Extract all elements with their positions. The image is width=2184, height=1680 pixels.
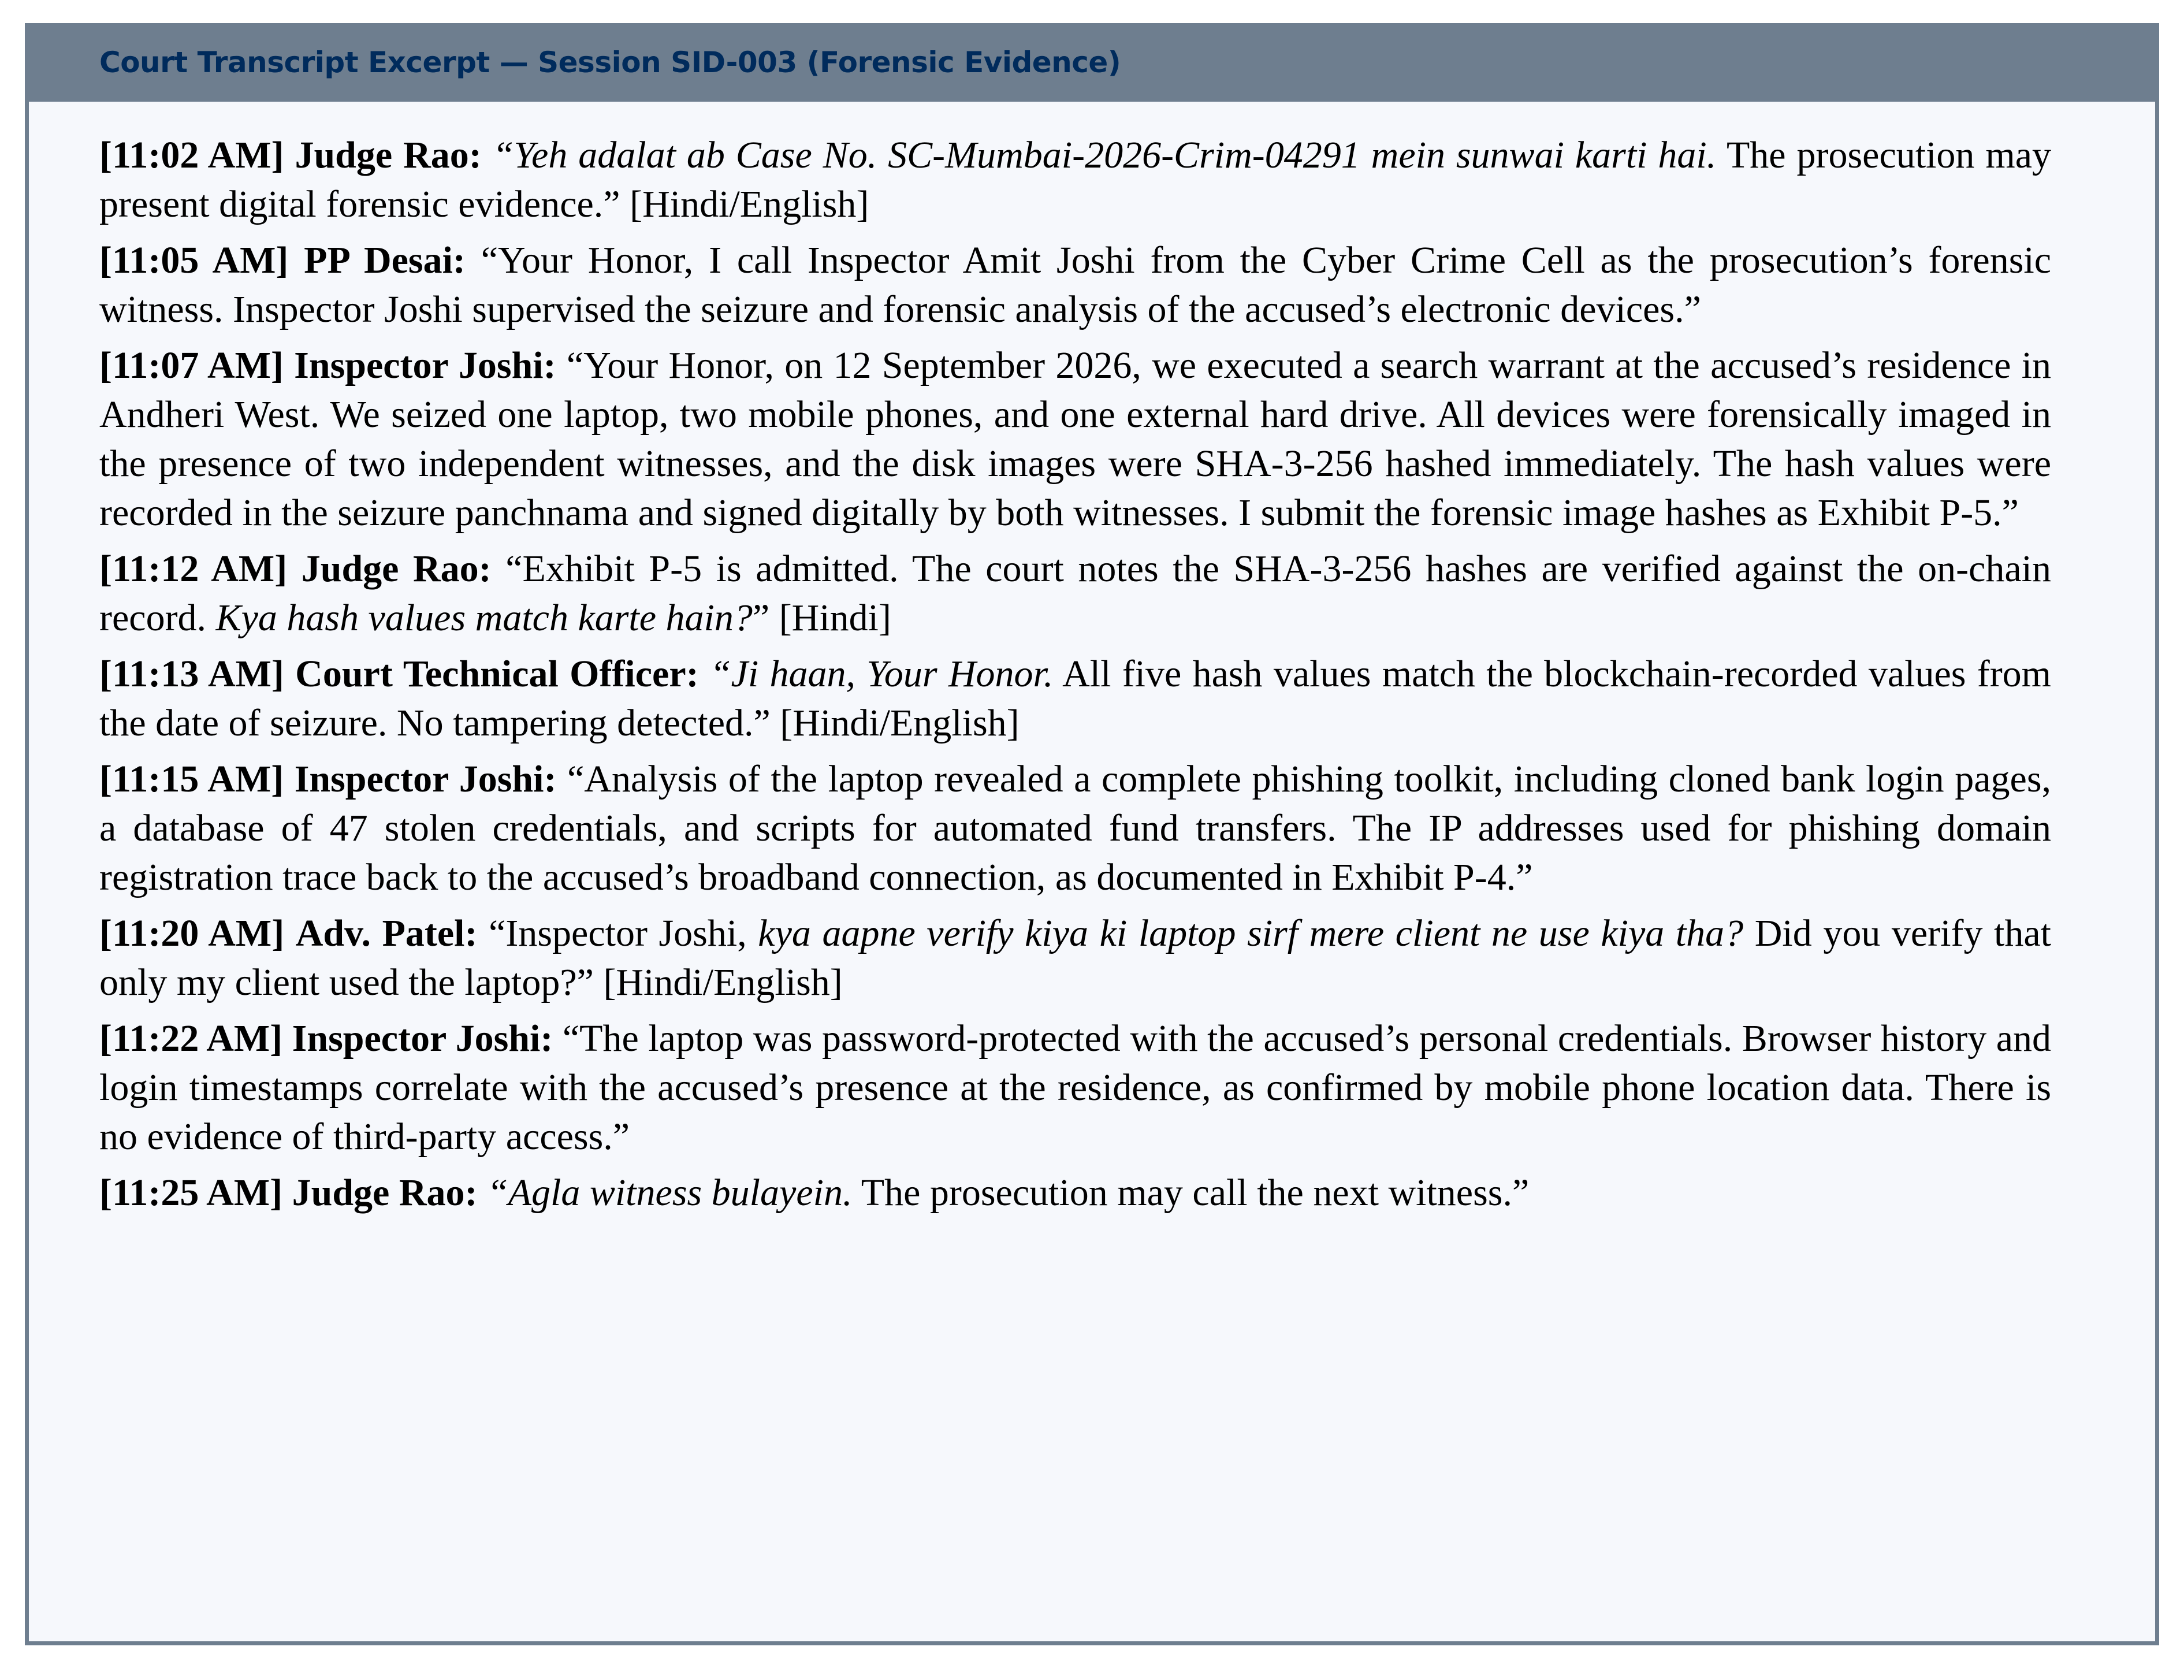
entry-text: “Exhibit P-5 is admitted. The court notes the SHA-3-256 hashes are verified against the on-chain record. (99, 548, 2052, 639)
entry-timestamp: [11:20 AM] (99, 912, 285, 954)
entry-text-italic: Yeh adalat ab Case No. SC-Mumbai-2026-Crim-04291 mein sunwai karti hai. (514, 134, 1717, 176)
transcript-header (25, 23, 2159, 102)
transcript-entry (99, 754, 2051, 902)
transcript-entry (99, 341, 2051, 537)
entry-text: “Analysis of the laptop revealed a complete phishing toolkit, including cloned bank login pages, a database of 47 stolen credentials, and scripts for automated fund transfers. The IP addresses used for phishing domain registration trace back to the accused’s broadband connection, as documented in Exhibit P-4.” (99, 758, 2052, 898)
entry-timestamp: [11:05 AM] (99, 239, 289, 281)
entry-text: “Your Honor, on 12 September 2026, we executed a search warrant at the accused’s residence in Andheri West. We seized one laptop, two mobile phones, and one external hard drive. All devices were forensically imaged in the presence of two independent witnesses, and the disk images were SHA-3-256 hashed immediately. The hash values were recorded in the seizure panchnama and signed digitally by both witnesses. I submit the forensic image hashes as Exhibit P-5.” (99, 344, 2052, 534)
entry-speaker: Court Technical Officer: (295, 653, 699, 695)
entry-timestamp: [11:13 AM] (99, 653, 284, 695)
transcript-entry (99, 131, 2051, 229)
entry-speaker: Judge Rao: (301, 548, 492, 590)
transcript-box (25, 23, 2159, 1645)
transcript-entry (99, 544, 2051, 642)
entry-text: Did you verify that only my client used the laptop?” [Hindi/English] (99, 912, 2052, 1003)
transcript-entry (99, 909, 2051, 1007)
entry-text-italic: “Ji haan, Your Honor. (709, 653, 1054, 695)
transcript-body (29, 102, 2155, 1641)
entry-text: “Inspector Joshi, (489, 912, 758, 954)
entry-text-italic: “Agla witness bulayein. (486, 1172, 853, 1214)
entry-text: “The laptop was password-protected with the accused’s personal credentials. Browser history and login timestamps correlate with the accused’s presence at the residence, as confirmed by mobile phone location data. There is no evidence of third-party access.” (99, 1017, 2052, 1158)
entry-timestamp: [11:02 AM] (99, 134, 284, 176)
transcript-entry (99, 236, 2051, 334)
transcript-entry (99, 1014, 2051, 1161)
entry-speaker: Judge Rao: (292, 1172, 478, 1214)
entry-speaker: Judge Rao: (295, 134, 482, 176)
entry-text-italic: Kya hash values match karte hain? (215, 597, 753, 639)
entry-timestamp: [11:22 AM] (99, 1017, 283, 1060)
entry-text-italic: kya aapne verify kiya ki laptop sirf mere client ne use kiya tha? (758, 912, 1744, 954)
entry-speaker: Inspector Joshi: (294, 758, 557, 800)
entry-speaker: PP Desai: (304, 239, 466, 281)
entry-text: All five hash values match the blockchain-recorded values from the date of seizure. No tampering detected.” [Hindi/English] (99, 653, 2052, 744)
entry-speaker: Inspector Joshi: (294, 344, 556, 386)
entry-timestamp: [11:25 AM] (99, 1172, 283, 1214)
entry-speaker: Adv. Patel: (295, 912, 478, 954)
entry-text: The prosecution may call the next witness.” (852, 1172, 1530, 1214)
entry-timestamp: [11:12 AM] (99, 548, 288, 590)
entry-text-italic: “ (492, 134, 514, 176)
entry-speaker: Inspector Joshi: (292, 1017, 553, 1060)
entry-text: “Your Honor, I call Inspector Amit Joshi from the Cyber Crime Cell as the prosecution’s forensic witness. Inspector Joshi supervised the seizure and forensic analysis of the accused’s electronic devices.” (99, 239, 2052, 330)
entry-timestamp: [11:15 AM] (99, 758, 284, 800)
entry-timestamp: [11:07 AM] (99, 344, 284, 386)
transcript-entry (99, 1168, 2051, 1217)
entry-text: ” [Hindi] (752, 597, 891, 639)
entry-text: The prosecution may present digital forensic evidence.” [Hindi/English] (99, 134, 2051, 225)
transcript-entry (99, 649, 2051, 748)
transcript-title: Court Transcript Excerpt — Session SID-003 (Forensic Evidence) (99, 46, 1121, 79)
